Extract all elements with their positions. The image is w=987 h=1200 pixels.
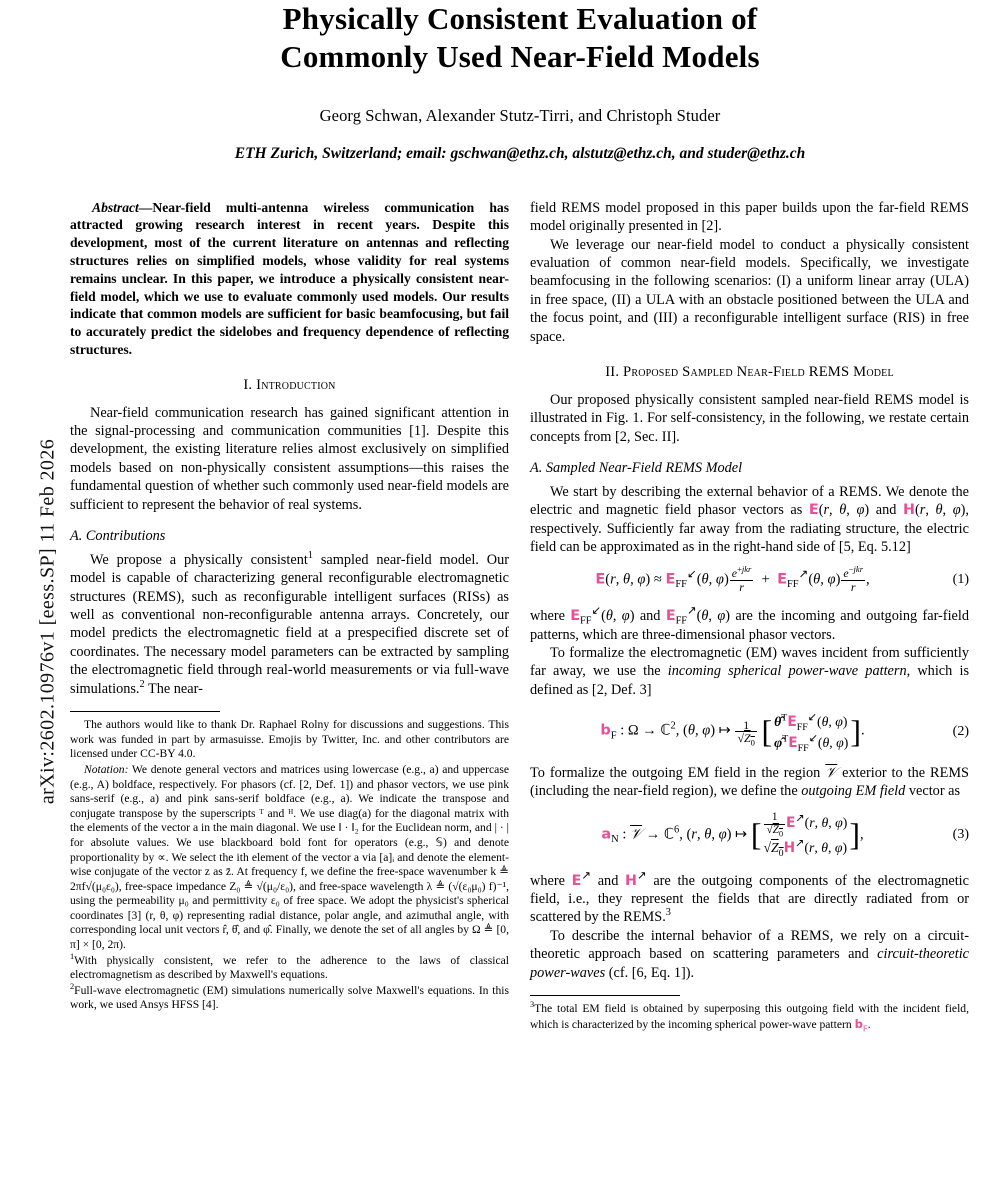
- footnote-acknowledgment: The authors would like to thank Dr. Raphael Rolny for discussions and suggestions. This work was funded in part by armasuisse. Emojis by Twitter, Inc. and other contributors are licensed under CC-BY 4.0.: [70, 718, 509, 761]
- section2a-paragraph-1: We start by describing the external behavior of a REMS. We denote the electric and magnetic field phasor vectors as E(r, θ, φ) and H(r, θ, φ), respectively. Sufficiently far away from the radiating structure, the electric field can be approximated as in the right-hand side of [5, Eq. 5.12]: [530, 483, 969, 555]
- contrib-part-a: We propose a physically consistent: [90, 551, 308, 568]
- equation-3-number: (3): [952, 826, 969, 842]
- s2a-p4-end: vector as: [908, 783, 961, 800]
- footnote-1-marker: 1: [70, 951, 75, 961]
- footnote-ref-2: 2: [139, 678, 145, 690]
- equation-1-number: (1): [952, 572, 969, 588]
- equation-3-body: $a_N$ : 𝒱 → ℂ$^6$, (r, θ, φ) ↦ [ $\frac{1}{√Z_0}$ E↗(r, θ, φ) $√Z_0H^↗(r$, θ, φ) ] ,: [601, 810, 864, 859]
- contrib-part-b: sampled near-field model. Our model is capable of characterizing general reconfigurable electromagnetic structures (REMS), such as reconfigurable intelligent surfaces (RISs) as well as conventional non-reconfigurable antenna arrays. Concretely, our model predicts the electromagnetic field at a prespecified discrete set of coordinates. The necessary model parameters can be extracted by sampling the electromagnetic field through real-world measurements or via full-wave simulations.: [70, 551, 509, 697]
- paper-content: [70, 0, 970, 1033]
- equation-1-body: E(r, θ, $\varphi) \approx E_{FF}^↙(\theta$, φ) $\frac{e^{+jkr}}{r}$ + $E_{FF}^↗(\theta$, φ) $\frac{e^{-jkr}}{r}$ ,: [595, 564, 870, 594]
- title-line-1: Physically Consistent Evaluation of: [282, 1, 758, 36]
- abstract-lead: Abstract—: [92, 199, 153, 215]
- contributions-paragraph-1: We propose a physically consistent$^1$ sampled near-field model. Our model is capable of characterizing general reconfigurable electromagnetic structures (REMS), such as reconfigurable intelligent surfaces (RISs) as well as conventional non-reconfigurable antenna arrays. Concretely, our model predicts the electromagnetic field at a prespecified discrete set of coordinates. The necessary model parameters can be extracted by sampling the electromagnetic field through real-world measurements or via full-wave simulations.$^2$ The near-: [70, 549, 509, 697]
- field-symbol-E: E: [808, 502, 819, 519]
- footnote-2: [70, 984, 509, 1013]
- section2-paragraph-1: Our proposed physically consistent sampled near-field REMS model is illustrated in Fig. 1. For self-consistency, in the following, we restate certain concepts from [2, Sec. II].: [530, 391, 969, 445]
- s2a-p6-italic: circuit-theoretic power-waves: [530, 946, 970, 981]
- s2a-p3-end: , which is defined as [2, Def. 3]: [530, 663, 970, 698]
- footnote-3-marker: 3: [530, 1000, 535, 1010]
- equation-2: [530, 710, 969, 752]
- subsection-heading-contributions: A. Contributions: [70, 528, 166, 545]
- section2a-paragraph-2: where $E_{FF}^↙(\theta$, φ) and $E_{FF}^↗(\theta$, φ) are the incoming and outgoing far-field patterns, which are three-dimensional phasor vectors.: [530, 605, 970, 643]
- subsection-heading-sampled-near-field: A. Sampled Near-Field REMS Model: [530, 460, 743, 477]
- notation-text: We denote general vectors and matrices using lowercase (e.g., a) and uppercase (e.g., A) boldface, respectively. For phasors (cf. [2, Def. 1]) and phasor vectors, we use pink sans-serif (e.g., a) and pink sans-serif boldface (e.g., a). We indicate the transpose and conjugate transpose by the superscripts ᵀ and ᴴ. We use diag(a) for the diagonal matrix with the elements of the vector a in the main diagonal. We use ‖ · ‖₂ for the Euclidean norm, and | · | for absolute values. We use blackboard bold font for operators (e.g., 𝕊) and denote proportionality by ∝. We select the ith element of the vector a via [a]ᵢ and denote the element-wise conjugate of the vector z as z̄. At frequency f, we define the free-space wavenumber k ≜ 2πf√(μ₀ε₀), free-space impedance Z₀ ≜ √(μ₀/ε₀), and free-space wavelength λ ≜ (√(ε₀μ₀) f)⁻¹, using the permeability μ₀ and permittivity ε₀ of free space. We adopt the physicist's spherical coordinates [3] (r, θ, φ) representing radial distance, polar angle, and azimuthal angle, with corresponding local unit vectors r̂, θ̂, and φ̂. Finally, we denote the set of all angles by Ω ≜ [0, π] × [0, 2π).: [70, 762, 509, 952]
- field-symbol-H: H: [903, 502, 915, 519]
- s2a-p1-post: respectively. Sufficiently far away from the radiating structure, the electric field can be approximated as in the right-hand side of [5, Eq. 5.12]: [530, 520, 969, 555]
- footnote-ref-3: 3: [665, 907, 671, 919]
- footnote-1-text: With physically consistent, we refer to the adherence to the laws of classical electromagnetism as described by Maxwell's equations.: [70, 953, 509, 982]
- s2a-p4-mid: exterior to the REMS (including the near-field region), we define the: [530, 764, 969, 800]
- title-line-2: Commonly Used Near-Field Models: [280, 38, 760, 74]
- abstract-text: Near-field multi-antenna wireless communication has attracted growing research interest in recent years. Despite this development, most of the current literature on antennas and reflecting structures relies on simplified models, whose validity for real systems remains unclear. In this paper, we introduce a physically consistent near-field model, which we use to evaluate commonly used models. Our results indicate that common models are sufficient for basic beamfocusing, but fail to accurately predict the sidelobes and frequency dependence of reflecting structures.: [70, 199, 509, 357]
- page-title: [70, 0, 970, 76]
- section2a-paragraph-3: [530, 644, 969, 699]
- equation-2-number: (2): [952, 723, 969, 739]
- footnote-divider-right: [530, 995, 680, 996]
- footnote-2-text: Full-wave electromagnetic (EM) simulations numerically solve Maxwell's equations. In this work, we used Ansys HFSS [4].: [70, 983, 509, 1012]
- s2a-p4-italic: outgoing EM field: [801, 783, 906, 800]
- footnote-2-marker: 2: [70, 982, 75, 991]
- s2a-p6-pre: To describe the internal behavior of a REMS, we rely on a circuit-theoretic approach based on scattering parameters and: [530, 927, 969, 963]
- symbol-bF: $b_F$: [854, 1016, 868, 1033]
- equation-2-body: $b_F$ : Ω → ℂ$^2$, (θ, φ) ↦ $\frac{1}{√Z_0}$ [ $\thetâ^TE_{FF}^↙(\theta$, φ) $\varphî^TE_{FF}^↙(\theta$, φ) ] .: [600, 711, 865, 754]
- right-column: [530, 199, 969, 1034]
- footnote-block-right: [530, 1002, 969, 1032]
- footnote-divider: [70, 711, 220, 712]
- equation-3: [530, 812, 969, 858]
- affiliation-line: ETH Zurich, Switzerland; email: gschwan@ethz.ch, alstutz@ethz.ch, and studer@ethz.ch: [234, 144, 806, 162]
- contributions-paragraph-1-continued: field REMS model proposed in this paper builds upon the far-field REMS model originally presented in [2].: [530, 199, 969, 235]
- footnote-notation: [70, 763, 509, 953]
- notation-label: Notation:: [84, 762, 129, 776]
- abstract: [70, 199, 509, 359]
- s2a-p5-text: are the outgoing components of the electromagnetic field, i.e., they represent the fields that are directly radiated from or scattered by the REMS.: [530, 872, 969, 926]
- section2a-paragraph-6: [530, 927, 969, 982]
- author-list: Georg Schwan, Alexander Stutz-Tirri, and Christoph Studer: [319, 105, 721, 125]
- s2a-p6-end: (cf. [6, Eq. 1]).: [608, 964, 695, 981]
- equation-1: [530, 564, 969, 594]
- footnote-3: $^3$The total EM field is obtained by superposing this outgoing field with the incident field, which is characterized by the incoming spherical power-wave pattern $b_F$.: [530, 1000, 969, 1033]
- section-heading-introduction: I. Introduction: [243, 376, 336, 393]
- left-column: [70, 199, 509, 1034]
- section-heading-proposed-model: II. Proposed Sampled Near-Field REMS Model: [605, 364, 894, 381]
- contributions-paragraph-2: We leverage our near-field model to conduct a physically consistent evaluation of common near-field models. Specifically, we investigate beamfocusing in the following scenarios: (I) a uniform linear array (ULA) in free space, (II) a ULA with an obstacle positioned between the ULA and the focus point, and (III) a reconfigurable intelligent surface (RIS) in free space.: [530, 236, 969, 345]
- s2a-p1-pre: We start by describing the external behavior of a REMS. We denote the electric and magnetic field phasor vectors as: [530, 483, 969, 519]
- section2a-paragraph-4: To formalize the outgoing EM field in the region 𝒱 exterior to the REMS (including the near-field region), we define the outgoing EM field vector as: [530, 764, 969, 800]
- footnote-block-left: [70, 718, 509, 1013]
- s2a-p1-mid: and: [875, 502, 897, 519]
- s2a-p2-text: far-field patterns, which are three-dimensional phasor vectors.: [530, 608, 970, 643]
- footnote-1: [70, 951, 509, 983]
- section2a-paragraph-5: where E↗ and H↗ are the outgoing components of the electromagnetic field, i.e., they represent the fields that are directly radiated from or scattered by the REMS.$^3$: [530, 869, 969, 926]
- intro-paragraph-1: Near-field communication research has gained significant attention in the signal-processing and communication communities [1]. Despite this development, the existing literature relies almost exclusively on simplified models based on non-physically consistent assumptions—this raises the fundamental question of whether such commonly used near-field models are sufficient to represent the behavior of real systems.: [70, 404, 509, 513]
- s2a-p3-italic: incoming spherical power-wave pattern: [667, 663, 907, 680]
- arxiv-stamp: arXiv:2602.10976v1 [eess.SP] 11 Feb 2026: [36, 438, 59, 805]
- s2a-p4-pre: To formalize the outgoing EM field in the region: [530, 764, 821, 781]
- footnote-ref-1: 1: [307, 549, 313, 561]
- two-column-body: [70, 199, 970, 1034]
- s2a-p3-pre: To formalize the electromagnetic (EM) waves incident from sufficiently far away, we use the: [530, 645, 969, 680]
